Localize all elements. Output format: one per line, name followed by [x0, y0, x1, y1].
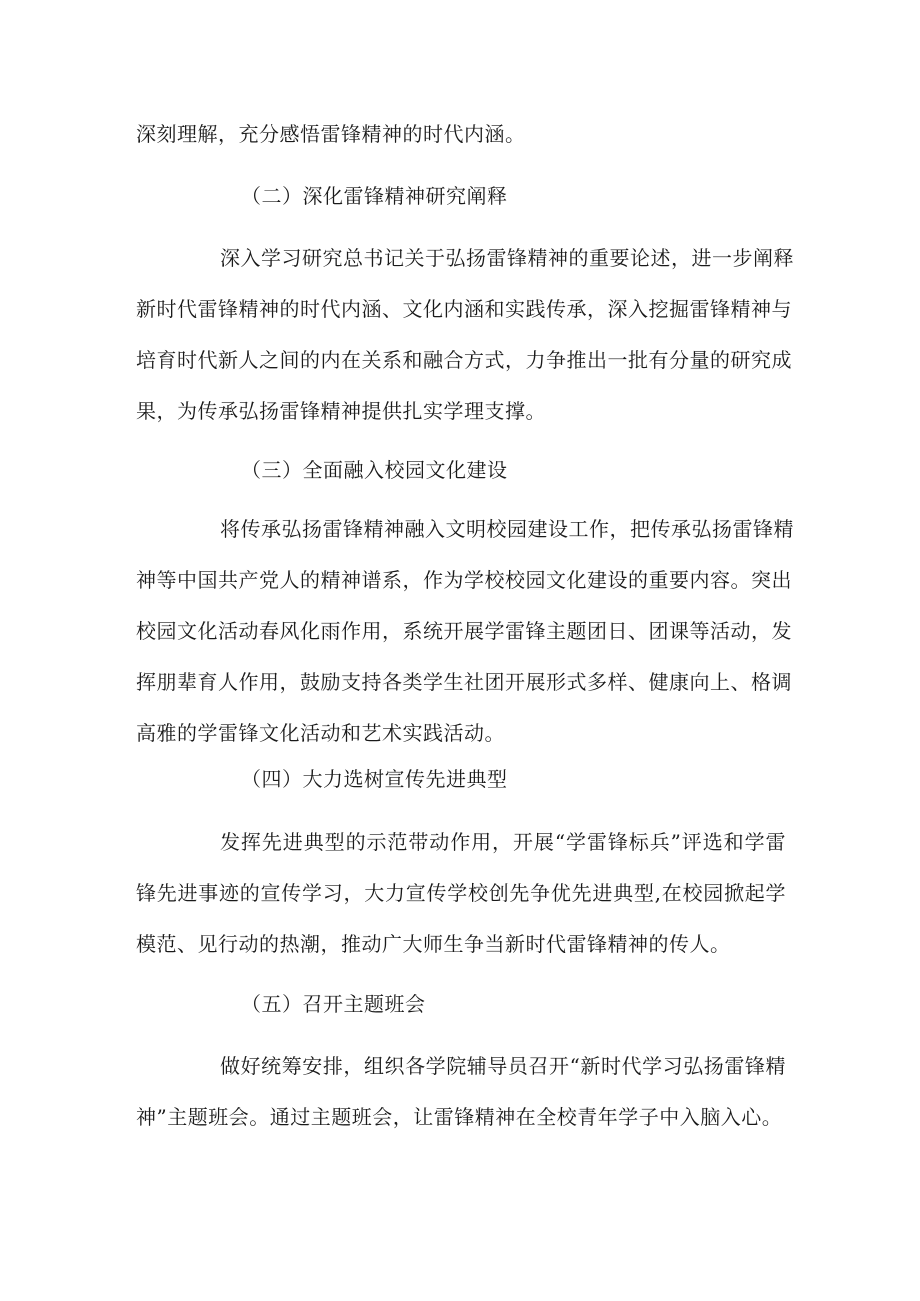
paragraph-line: 校园文化活动春风化雨作用，系统开展学雷锋主题团日、团课等活动，发: [136, 619, 792, 643]
paragraph-line: 深入学习研究总书记关于弘扬雷锋精神的重要论述，进一步阐释: [220, 246, 794, 270]
section-heading: （五）召开主题班会: [241, 992, 426, 1016]
paragraph-line: 模范、见行动的热潮，推动广大师生争当新时代雷锋精神的传人。: [136, 932, 731, 956]
paragraph-line: 将传承弘扬雷锋精神融入文明校园建设工作，把传承弘扬雷锋精: [220, 517, 794, 541]
section-heading: （二）深化雷锋精神研究阐释: [241, 184, 508, 208]
paragraph-line: 新时代雷锋精神的时代内涵、文化内涵和实践传承，深入挖掘雷锋精神与: [136, 297, 792, 321]
paragraph-line: 高雅的学雷锋文化活动和艺术实践活动。: [136, 721, 505, 745]
paragraph-line: 做好统筹安排，组织各学院辅导员召开“新时代学习弘扬雷锋精: [220, 1054, 786, 1078]
paragraph-line: 锋先进事迹的宣传学习，大力宣传学校创先争优先进典型,在校园掀起学: [136, 881, 786, 905]
paragraph-line: 果，为传承弘扬雷锋精神提供扎实学理支撑。: [136, 399, 546, 423]
section-heading: （三）全面融入校园文化建设: [241, 458, 508, 482]
paragraph-line: 挥朋辈育人作用，鼓励支持各类学生社团开展形式多样、健康向上、格调: [136, 670, 792, 694]
paragraph-line: 深刻理解，充分感悟雷锋精神的时代内涵。: [136, 122, 526, 146]
paragraph-line: 神”主题班会。通过主题班会，让雷锋精神在全校青年学子中入脑入心。: [136, 1105, 783, 1129]
paragraph-line: 发挥先进典型的示范带动作用，开展“学雷锋标兵”评选和学雷: [220, 830, 786, 854]
paragraph-line: 神等中国共产党人的精神谱系，作为学校校园文化建设的重要内容。突出: [136, 568, 792, 592]
paragraph-line: 培育时代新人之间的内在关系和融合方式，力争推出一批有分量的研究成: [136, 348, 792, 372]
section-heading: （四）大力选树宣传先进典型: [241, 767, 508, 791]
